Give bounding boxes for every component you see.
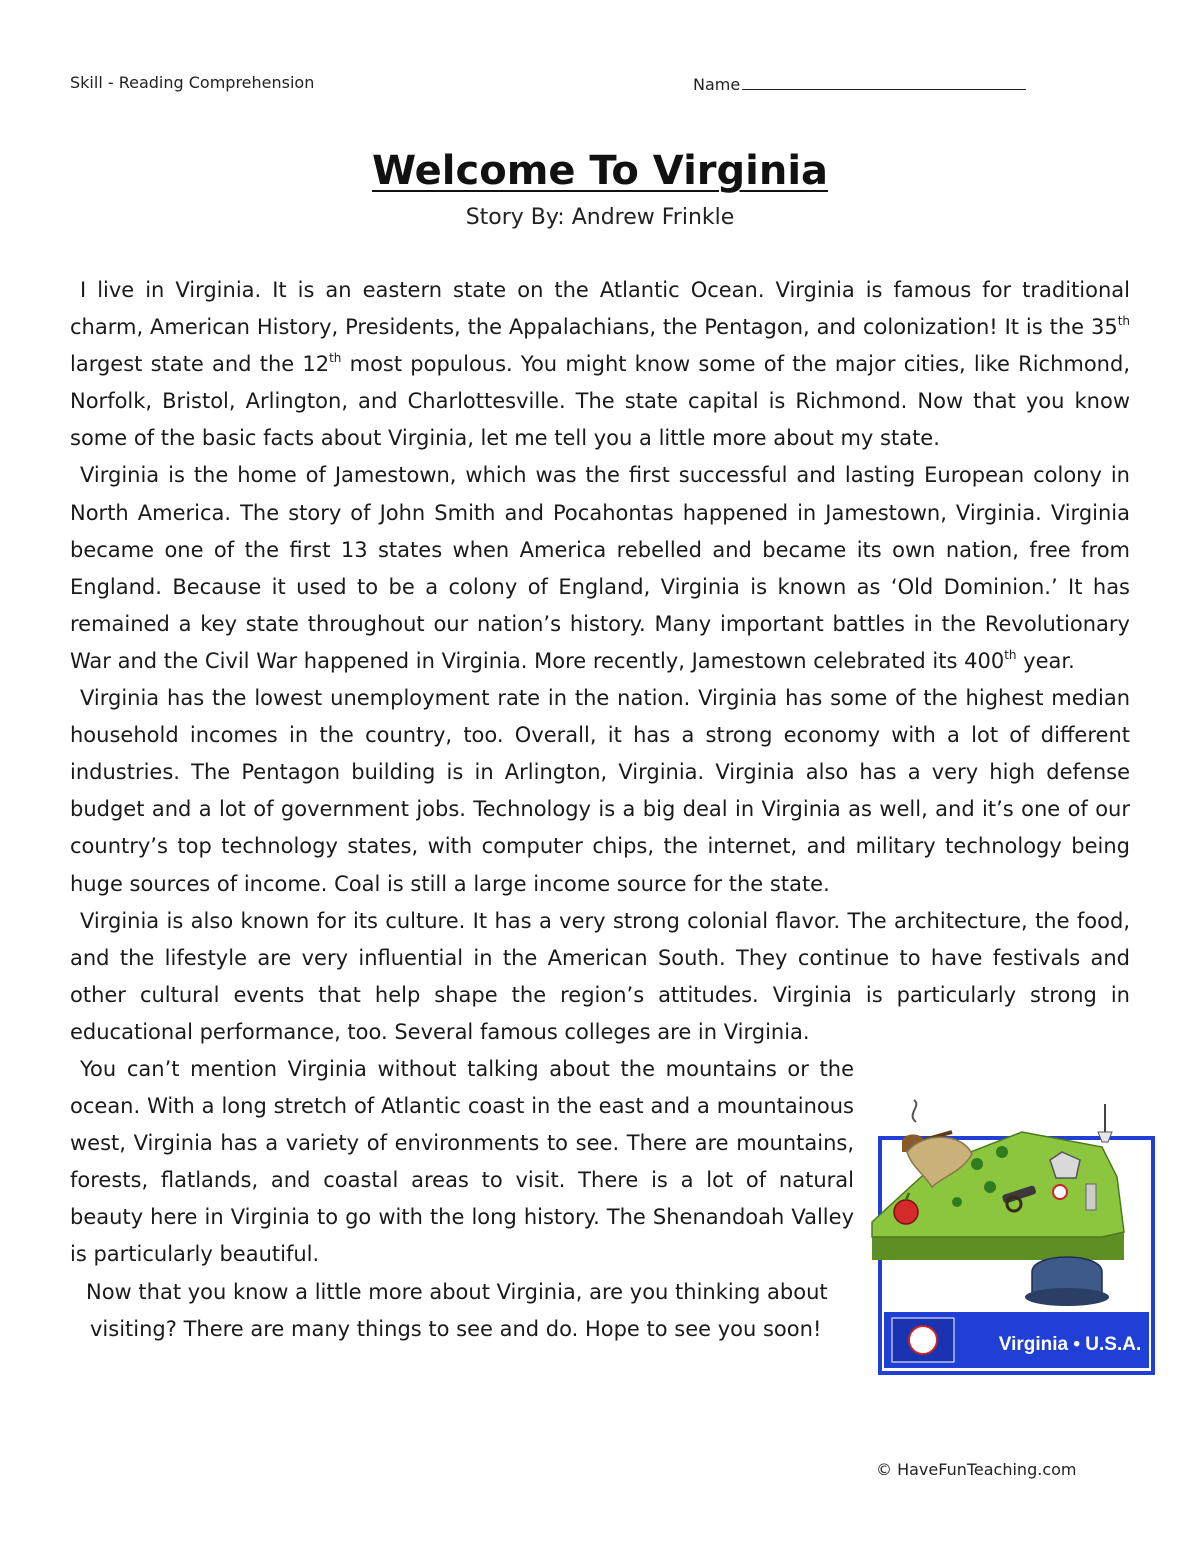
- copyright-footer: © HaveFunTeaching.com: [876, 1460, 1077, 1479]
- paragraph-6-line-2: visiting? There are many things to see and do. Hope to see you soon!: [90, 1316, 822, 1341]
- paragraph-1-text-a: I live in Virginia. It is an eastern state on the Atlantic Ocean. Virginia is famous for traditional charm, American History, Presidents, the Appalachians, the Pentagon, and colonization! It is the 35: [70, 278, 1130, 340]
- paragraph-6-line-1: Now that you know a little more about Virginia, are you thinking about: [86, 1279, 828, 1304]
- story-byline: Story By: Andrew Frinkle: [465, 205, 735, 230]
- superscript-th: th: [1117, 314, 1130, 329]
- tree-icon: [996, 1146, 1008, 1158]
- paragraph-5: You can’t mention Virginia without talking about the mountains or the ocean. With a long stretch of Atlantic coast in the east and a mountainous west, Virginia has a variety of environments to see. There are mountains, forests, flatlands, and coastal areas to visit. There is a lot of natural beauty here in Virginia to go with the long history. The Shenandoah Valley is particularly beautiful.: [70, 1056, 854, 1267]
- paragraph-2: [70, 457, 1130, 680]
- superscript-th: th: [1004, 647, 1017, 662]
- kepi-brim-icon: [1025, 1288, 1109, 1306]
- capital-star-icon: [1053, 1185, 1067, 1199]
- paragraph-1: [70, 272, 1130, 457]
- illustration-caption: Virginia • U.S.A.: [998, 1334, 1142, 1355]
- name-field: [693, 73, 1026, 94]
- name-label: Name: [693, 75, 741, 94]
- paragraph-6: [70, 1274, 854, 1348]
- virginia-illustration: [862, 1092, 1157, 1377]
- paragraph-1-text-b: largest state and the 12: [70, 352, 330, 377]
- virginia-seal-icon: [909, 1326, 937, 1354]
- tree-icon: [952, 1197, 962, 1207]
- superscript-th: th: [329, 351, 342, 366]
- page-title-text: Welcome To Virginia: [371, 148, 829, 194]
- tree-icon: [984, 1181, 996, 1193]
- paragraph-2-text-a: Virginia is the home of Jamestown, which was the first successful and lasting European colony in North America. The story of John Smith and Pocahontas happened in Jamestown, Virginia. Virginia became one of the first 13 states when America rebelled and became its own nation, free from England. Because it used to be a colony of England, Virginia is known as ‘Old Dominion.’ It has remained a key state throughout our nation’s history. Many important battles in the Revolutionary War and the Civil War happened in Virginia. More recently, Jamestown celebrated its 400: [70, 463, 1130, 673]
- name-blank-line: [742, 73, 1026, 90]
- apple-icon: [894, 1200, 918, 1224]
- page-title: [0, 148, 1200, 194]
- paragraph-3: Virginia has the lowest unemployment rate in the nation. Virginia has some of the highest median household incomes in the country, too. Overall, it has a strong economy with a lot of different industries. The Pentagon building is in Arlington, Virginia. Virginia also has a very high defense budget and a lot of government jobs. Technology is a big deal in Virginia as well, and it’s one of our country’s top technology states, with computer chips, the internet, and military technology being huge sources of income. Coal is still a large income source for the state.: [70, 686, 1130, 896]
- smoke-icon: [913, 1100, 917, 1122]
- skill-label: Skill - Reading Comprehension: [70, 73, 315, 92]
- monument-icon: [1086, 1184, 1096, 1210]
- paragraph-4: Virginia is also known for its culture. It has a very strong colonial flavor. The architecture, the food, and the lifestyle are very influential in the American South. They continue to have festivals and other cultural events that help shape the region’s attitudes. Virginia is particularly strong in educational performance, too. Several famous colleges are in Virginia.: [70, 908, 1130, 1044]
- paragraph-2-text-b: year.: [1016, 648, 1075, 673]
- tree-icon: [971, 1158, 983, 1170]
- paragraph-1-text-c: most populous. You might know some of the major cities, like Richmond, Norfolk, Bristol, Arlington, and Charlottesville. The state capital is Richmond. Now that you know some of the basic facts about Virginia, let me tell you a little more about my state.: [70, 352, 1130, 451]
